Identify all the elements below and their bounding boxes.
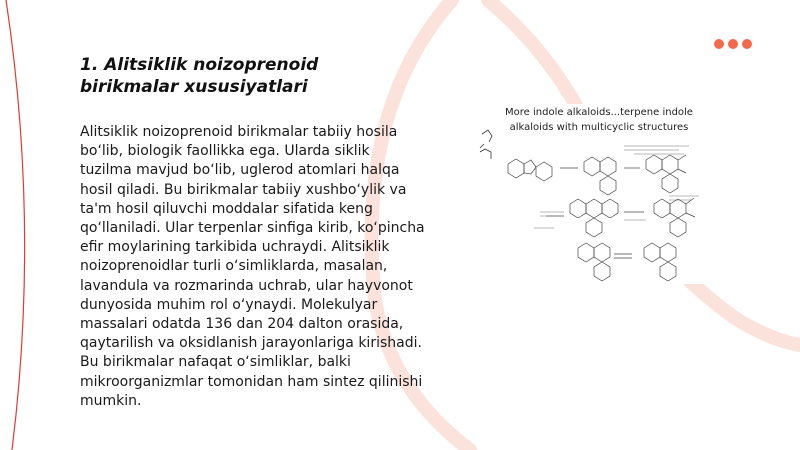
figure-caption-line-2: alkaloids with multicyclic structures (509, 121, 689, 133)
chemical-structures-figure (474, 104, 724, 284)
accent-dot (714, 39, 724, 49)
accent-dot (728, 39, 738, 49)
accent-dots (714, 39, 752, 49)
figure-caption-line-1: More indole alkaloids...terpene indole (505, 107, 693, 118)
red-edge-line (6, 0, 25, 450)
slide-body-text: Alitsiklik noizoprenoid birikmalar tabiiy hosila bo‘lib, biologik faollikka ega. Ularda siklik tuzilma mavjud bo‘lib, uglerod atomlari halqa hosil qiladi. Bu birikmalar tabiiy xushbo‘ylik va ta'm hosil qiluvchi moddalar sifatida keng qo‘llaniladi. Ular terpenlar sinfiga kirib, ko‘pincha efir moylarining tarkibida uchraydi. Alitsiklik noizoprenoidlar turli o‘simliklarda, masalan, lavandula va rozmarinda uchrab, ular hayvonot dunyosida muhim rol o‘ynaydi. Molekulyar massalari odatda 136 dan 204 dalton orasida, qaytarilish va oksidlanish jarayonlariga kirishadi. Bu birikmalar nafaqat o‘simliklar, balki mikroorganizmlar tomonidan ham sintez qilinishi mumkin. (80, 124, 425, 409)
accent-dot (742, 39, 752, 49)
figure-caption (474, 106, 724, 135)
slide-title: 1. Alitsiklik noizoprenoid birikmalar xususiyatlari (80, 55, 319, 97)
